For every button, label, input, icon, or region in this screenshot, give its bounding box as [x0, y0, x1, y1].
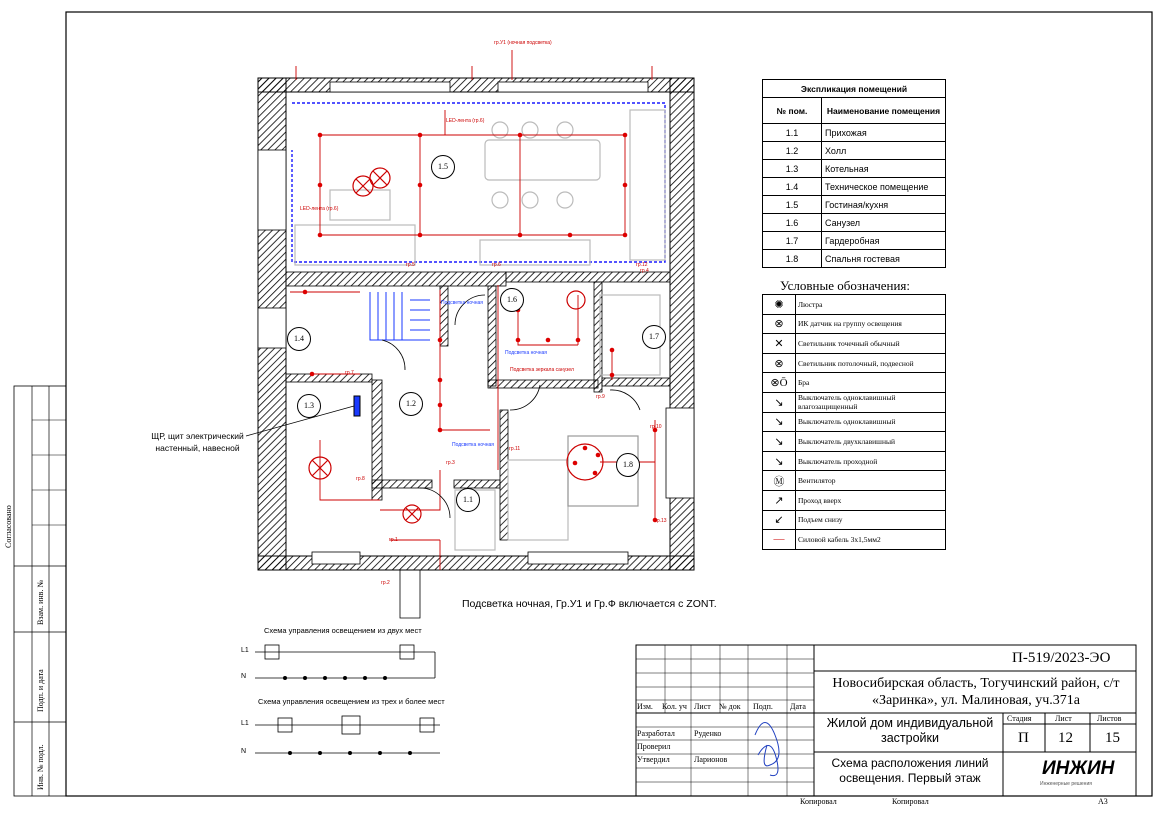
switch-waterproof-icon: ↘	[763, 392, 796, 412]
rise-from-below-icon: ↙	[763, 510, 796, 530]
scheme2-l1-label: L1	[241, 720, 249, 727]
legend-table	[762, 294, 946, 550]
scheme-two-places-title: Схема управления освещением из двух мест	[264, 626, 422, 635]
legend-row: ↘ Выключатель двухклавишный	[763, 432, 946, 452]
explication-col-name: Наименование помещения	[822, 98, 946, 124]
mirror-light-label: Подсветка зеркала санузел	[510, 367, 574, 373]
group-label-7: гр.7	[345, 370, 354, 376]
group-label-6: гр.6	[492, 262, 501, 268]
scheme1-l1-label: L1	[241, 647, 249, 654]
pass-up-icon: ↗	[763, 490, 796, 510]
spot-light-icon: ✕	[763, 334, 796, 354]
hdr-data: Дата	[790, 702, 806, 711]
legend-row: ⊗ Светильник потолочный, подвесной	[763, 353, 946, 373]
doc-code: П-519/2023-ЭО	[1012, 650, 1111, 666]
legend-row: ↘ Выключатель одноклавишный	[763, 412, 946, 432]
stamp-sheet-title: Схема расположения линий освещения. Первый этаж	[831, 756, 989, 785]
group-label-2: гр.2	[381, 580, 390, 586]
sheet-header: Лист	[1055, 714, 1072, 723]
role-approver: Утвердил	[637, 755, 670, 764]
role-developer: Разработал	[637, 729, 675, 738]
legend-row: ↘ Выключатель одноклавишный влагозащищенный	[763, 392, 946, 412]
table-row: 1.4 Техническое помещение	[763, 178, 946, 196]
stage-value: П	[1018, 730, 1029, 746]
group-label-3: гр.3	[446, 460, 455, 466]
hdr-izm: Изм.	[637, 702, 653, 711]
legend-row: — Силовой кабель 3х1,5мм2	[763, 530, 946, 550]
format-label: А3	[1098, 797, 1108, 806]
stamp-object: Жилой дом индивидуальной застройки	[826, 716, 994, 745]
group-label-13: гр.13	[655, 518, 667, 524]
top-group-label: гр.У1 (ночная подсветка)	[494, 40, 552, 46]
chandelier-icon: ✺	[763, 295, 796, 315]
side-sign-date-label: Подп. и дата	[36, 669, 45, 712]
hdr-podp: Подп.	[753, 702, 773, 711]
room-marker-1-5: 1.5	[431, 155, 455, 179]
scheme-three-places-title: Схема управления освещением из трех и более мест	[258, 697, 445, 706]
side-inv-replace-label: Взам. инв. №	[36, 579, 45, 625]
group-label-1: гр.1	[389, 537, 398, 543]
ir-sensor-icon: ⊗	[763, 314, 796, 334]
night-light-label-2: Подсветка ночная	[505, 350, 547, 356]
table-row: 1.1 Прихожая	[763, 124, 946, 142]
night-light-note: Подсветка ночная, Гр.У1 и Гр.Ф включается с ZONT.	[462, 598, 717, 610]
sheets-value: 15	[1105, 730, 1120, 746]
panel-label: ЩР, щит электрический настенный, навесной	[151, 431, 244, 453]
switch-pass-icon: ↘	[763, 451, 796, 471]
copied-label-2: Копировал	[892, 797, 929, 806]
switch-single-icon: ↘	[763, 412, 796, 432]
fan-icon: Ⓜ	[763, 471, 796, 491]
room-marker-1-4: 1.4	[287, 327, 311, 351]
group-label-12: гр.12	[636, 262, 648, 268]
room-marker-1-3: 1.3	[297, 394, 321, 418]
hdr-list: Лист	[694, 702, 711, 711]
scheme2-n-label: N	[241, 748, 247, 755]
name-developer: Руденко	[694, 729, 722, 738]
explication-title: Экспликация помещений	[763, 80, 946, 98]
table-row: 1.3 Котельная	[763, 160, 946, 178]
stage-header: Стадия	[1007, 714, 1032, 723]
group-label-5: гр.5	[406, 262, 415, 268]
switch-double-icon: ↘	[763, 432, 796, 452]
legend-row: ↘ Выключатель проходной	[763, 451, 946, 471]
group-label-9: гр.9	[596, 394, 605, 400]
table-row: 1.7 Гардеробная	[763, 232, 946, 250]
power-cable-icon: —	[763, 530, 796, 550]
sheets-header: Листов	[1097, 714, 1122, 723]
legend-row: ⊗ ИК датчик на группу освещения	[763, 314, 946, 334]
led-label-top: LED-лента (гр.6)	[446, 118, 485, 124]
side-agreed-label: Согласовано	[4, 505, 13, 548]
table-row: 1.8 Спальня гостевая	[763, 250, 946, 268]
group-label-4: гр.4	[640, 268, 649, 274]
room-marker-1-7: 1.7	[642, 325, 666, 349]
ceiling-light-icon: ⊗	[763, 353, 796, 373]
night-light-label-3: Подсветка ночная	[452, 442, 494, 448]
table-row: 1.6 Санузел	[763, 214, 946, 232]
hdr-kol: Кол. уч	[662, 702, 687, 711]
table-row: 1.5 Гостиная/кухня	[763, 196, 946, 214]
legend-row: Ⓜ Вентилятор	[763, 471, 946, 491]
legend-row: ✕ Светильник точечный обычный	[763, 334, 946, 354]
room-marker-1-2: 1.2	[399, 392, 423, 416]
company-logo-sub: Инженерные решения	[1040, 781, 1092, 787]
wall-sconce-icon: ⊗Ō	[763, 373, 796, 393]
hdr-ndok: № док	[719, 702, 741, 711]
company-logo: ИНЖИН	[1042, 758, 1115, 779]
group-label-11: гр.11	[509, 446, 521, 452]
room-marker-1-8: 1.8	[616, 453, 640, 477]
night-light-label-1: Подсветка ночная	[441, 300, 483, 306]
led-label-left: LED-лента (гр.6)	[300, 206, 339, 212]
sheet-value: 12	[1058, 730, 1073, 746]
legend-row: ⊗Ō Бра	[763, 373, 946, 393]
name-approver: Ларионов	[694, 755, 728, 764]
side-inv-orig-label: Инв. № подл.	[36, 744, 45, 790]
legend-row: ↙ Подъем снизу	[763, 510, 946, 530]
room-marker-1-1: 1.1	[456, 488, 480, 512]
copied-label: Копировал	[800, 797, 837, 806]
scheme1-n-label: N	[241, 673, 247, 680]
role-checker: Проверил	[637, 742, 671, 751]
legend-title: Условные обозначения:	[780, 278, 911, 293]
explication-col-num: № пом.	[763, 98, 822, 124]
table-row: 1.2 Холл	[763, 142, 946, 160]
legend-row: ↗ Проход вверх	[763, 490, 946, 510]
stamp-address: Новосибирская область, Тогучинский район, с/т «Заринка», ул. Малиновая, уч.371а	[832, 676, 1120, 708]
room-marker-1-6: 1.6	[500, 288, 524, 312]
room-explication-table	[762, 79, 946, 268]
legend-row: ✺ Люстра	[763, 295, 946, 315]
group-label-10: гр.10	[650, 424, 662, 430]
group-label-8: гр.8	[356, 476, 365, 482]
